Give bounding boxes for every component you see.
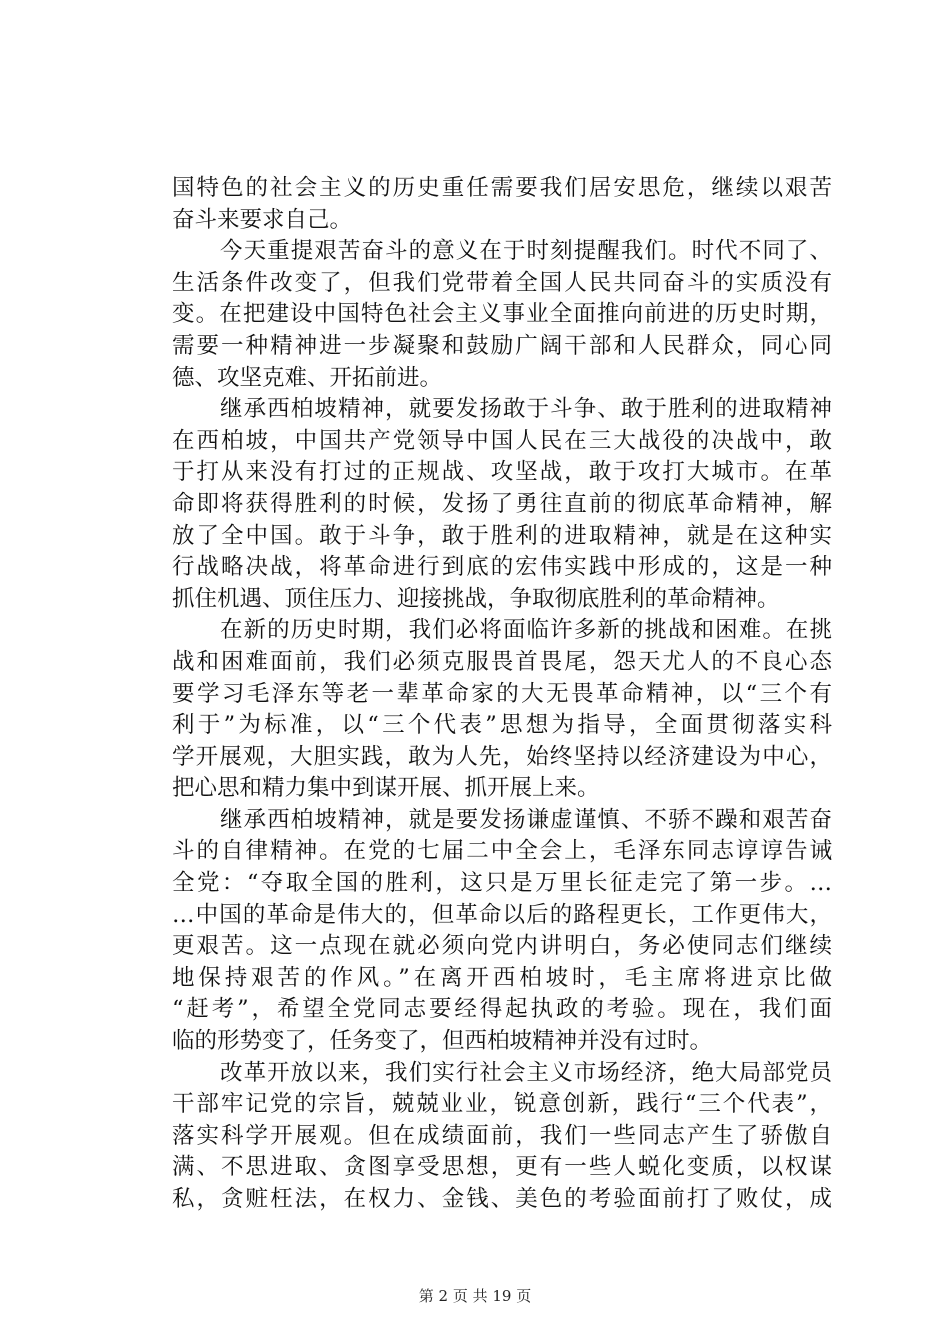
text-line: 干部牢记党的宗旨，兢兢业业，锐意创新，践行“三个代表”，	[172, 1091, 832, 1118]
text-line: 私，贪赃枉法，在权力、金钱、美色的考验面前打了败仗，成	[172, 1186, 832, 1212]
text-line: 奋斗来要求自己。	[172, 206, 353, 233]
text-line: 斗的自律精神。在党的七届二中全会上，毛泽东同志谆谆告诫	[172, 838, 832, 865]
text-line: 德、攻坚克难、开拓前进。	[172, 364, 443, 391]
text-line: 命即将获得胜利的时候，发扬了勇往直前的彻底革命精神，解	[172, 490, 832, 517]
text-line: 放了全中国。敢于斗争，敢于胜利的进取精神，就是在这种实	[172, 522, 832, 549]
text-line: 行战略决战，将革命进行到底的宏伟实践中形成的，这是一种	[172, 554, 832, 581]
text-line: 国特色的社会主义的历史重任需要我们居安思危，继续以艰苦	[172, 175, 832, 201]
text-line: “赶考”，希望全党同志要经得起执政的考验。现在，我们面	[172, 996, 832, 1023]
text-line: 抓住机遇、顶住压力、迎接挑战，争取彻底胜利的革命精神。	[172, 585, 780, 612]
text-line: 学开展观，大胆实践，敢为人先，始终坚持以经济建设为中心，	[172, 743, 832, 770]
text-line: 需要一种精神进一步凝聚和鼓励广阔干部和人民群众，同心同	[172, 332, 832, 359]
text-line: 临的形势变了，任务变了，但西柏坡精神并没有过时。	[172, 1028, 713, 1055]
text-line: 在西柏坡，中国共产党领导中国人民在三大战役的决战中，敢	[172, 427, 832, 454]
text-line: 利于”为标准，以“三个代表”思想为指导，全面贯彻落实科	[172, 712, 832, 739]
paragraph-first-line: 改革开放以来，我们实行社会主义市场经济，绝大局部党员	[220, 1059, 832, 1086]
text-line: 把心思和精力集中到谋开展、抓开展上来。	[172, 775, 600, 802]
text-line: 要学习毛泽东等老一辈革命家的大无畏革命精神，以“三个有	[172, 680, 832, 707]
text-line: 全党：“夺取全国的胜利，这只是万里长征走完了第一步。…	[172, 870, 832, 897]
text-line: 满、不思进取、贪图享受思想，更有一些人蜕化变质，以权谋	[172, 1154, 832, 1181]
document-body	[172, 173, 832, 1216]
paragraph-first-line: 继承西柏坡精神，就是要发扬谦虚谨慎、不骄不躁和艰苦奋	[220, 806, 832, 833]
text-line: 地保持艰苦的作风。”在离开西柏坡时，毛主席将进京比做	[172, 964, 832, 991]
paragraph-first-line: 继承西柏坡精神，就要发扬敢于斗争、敢于胜利的进取精神	[220, 396, 832, 423]
text-line: 生活条件改变了，但我们党带着全国人民共同奋斗的实质没有	[172, 269, 832, 296]
text-line: 于打从来没有打过的正规战、攻坚战，敢于攻打大城市。在革	[172, 459, 832, 486]
text-line: …中国的革命是伟大的，但革命以后的路程更长，工作更伟大，	[172, 901, 832, 928]
text-line: 变。在把建设中国特色社会主义事业全面推向前进的历史时期，	[172, 301, 832, 328]
page-number-footer: 第 2 页 共 19 页	[418, 1287, 532, 1305]
text-line: 更艰苦。这一点现在就必须向党内讲明白，务必使同志们继续	[172, 933, 832, 960]
text-line: 战和困难面前，我们必须克服畏首畏尾，怨天尤人的不良心态	[172, 648, 832, 675]
paragraph-first-line: 今天重提艰苦奋斗的意义在于时刻提醒我们。时代不同了、	[220, 238, 832, 265]
paragraph-first-line: 在新的历史时期，我们必将面临许多新的挑战和困难。在挑	[220, 617, 832, 644]
text-line: 落实科学开展观。但在成绩面前，我们一些同志产生了骄傲自	[172, 1122, 832, 1149]
